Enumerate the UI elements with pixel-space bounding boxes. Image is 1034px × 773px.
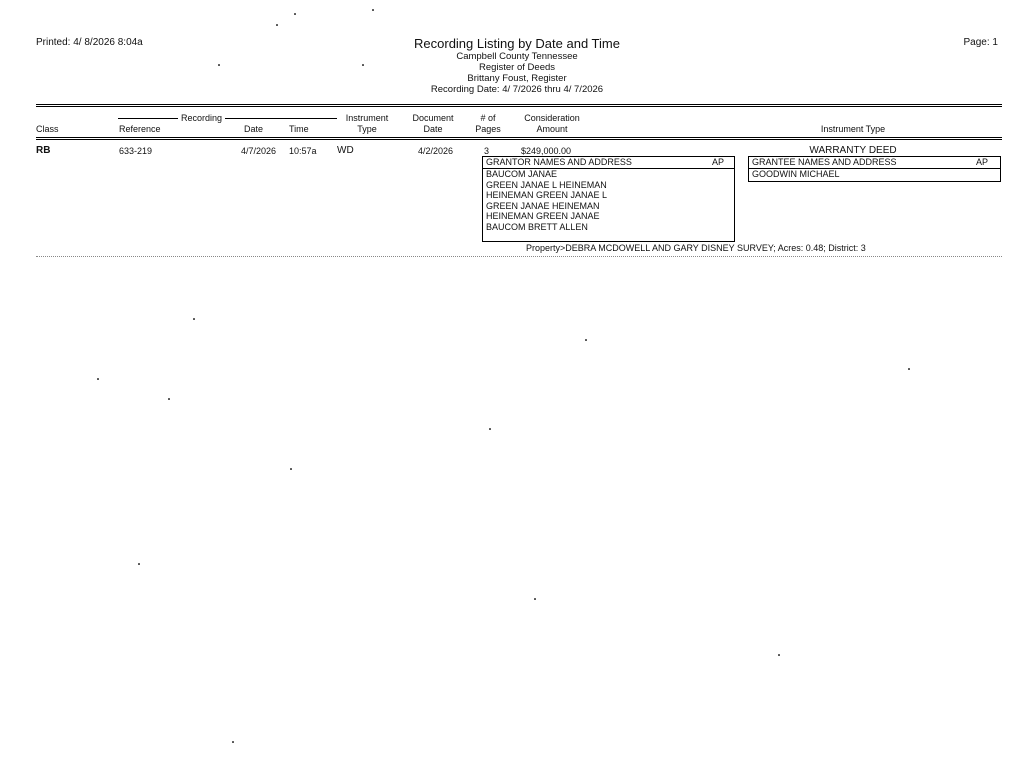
record-document-date: 4/2/2026 xyxy=(418,146,454,156)
county-name: Campbell County Tennessee xyxy=(456,51,578,62)
scan-speck xyxy=(534,598,536,600)
office-name: Register of Deeds xyxy=(478,62,556,73)
col-pages xyxy=(473,113,503,135)
grantee-ap-label: AP xyxy=(975,157,988,167)
scan-speck xyxy=(232,741,234,743)
col-consideration-line1: Consideration xyxy=(524,113,580,123)
col-instrument-type-full: Instrument Type xyxy=(820,124,886,134)
grantor-names xyxy=(486,169,607,233)
scan-speck xyxy=(218,64,220,66)
scan-speck xyxy=(489,428,491,430)
page-number: Page: 1 xyxy=(963,37,998,48)
record-date: 4/7/2026 xyxy=(241,146,277,156)
header-rule-top xyxy=(36,104,1002,105)
col-document-date-line2: Date xyxy=(423,124,443,134)
record-time: 10:57a xyxy=(289,146,317,156)
scan-speck xyxy=(290,468,292,470)
record-consideration: $249,000.00 xyxy=(521,146,572,156)
grantor-name: GREEN JANAE HEINEMAN xyxy=(486,200,600,211)
record-pages: 3 xyxy=(484,146,490,156)
col-document-date xyxy=(410,113,456,135)
scan-speck xyxy=(908,368,910,370)
col-class: Class xyxy=(36,124,59,134)
scan-speck xyxy=(276,24,278,26)
grantor-name: HEINEMAN GREEN JANAE L xyxy=(486,190,608,201)
scan-speck xyxy=(294,13,296,15)
col-instrument-type xyxy=(344,113,390,135)
report-header xyxy=(0,36,1034,95)
grantor-box xyxy=(482,156,735,242)
col-time: Time xyxy=(289,124,309,134)
grantee-box xyxy=(748,156,1001,182)
col-pages-line2: Pages xyxy=(475,124,501,134)
col-reference: Reference xyxy=(119,124,161,134)
grantor-name: HEINEMAN GREEN JANAE xyxy=(486,211,600,222)
scan-speck xyxy=(168,398,170,400)
grantee-header-label: GRANTEE NAMES AND ADDRESS xyxy=(752,157,897,167)
record-instrument-type: WARRANTY DEED xyxy=(809,145,897,156)
scan-speck xyxy=(372,9,374,11)
col-pages-line1: # of xyxy=(480,113,496,123)
col-document-date-line1: Document xyxy=(412,113,454,123)
grantor-ap-label: AP xyxy=(711,157,724,167)
scan-speck xyxy=(362,64,364,66)
grantor-name: BAUCOM JANAE xyxy=(486,169,558,179)
grantor-name: GREEN JANAE L HEINEMAN xyxy=(486,179,607,190)
grantor-box-header xyxy=(483,157,734,169)
register-name: Brittany Foust, Register xyxy=(467,73,567,84)
scan-speck xyxy=(585,339,587,341)
report-title: Recording Listing by Date and Time xyxy=(414,36,620,51)
record-class: RB xyxy=(36,145,51,156)
record-instrument-code: WD xyxy=(337,145,354,156)
grantor-name: BAUCOM BRETT ALLEN xyxy=(486,221,588,232)
header-rule-top-2 xyxy=(36,106,1002,107)
scan-speck xyxy=(778,654,780,656)
scan-speck xyxy=(193,318,195,320)
recording-group-label: Recording xyxy=(181,113,223,123)
header-rule-bottom-2 xyxy=(36,139,1002,140)
col-consideration xyxy=(512,113,592,135)
col-instrument-type-line2: Type xyxy=(357,124,377,134)
col-consideration-line2: Amount xyxy=(536,124,568,134)
grantee-box-header xyxy=(749,157,1000,169)
grantee-name: GOODWIN MICHAEL xyxy=(752,169,840,179)
scan-speck xyxy=(97,378,99,380)
record-reference: 633-219 xyxy=(119,146,153,156)
grantee-names xyxy=(752,169,840,180)
grantor-header-label: GRANTOR NAMES AND ADDRESS xyxy=(486,157,632,167)
recording-group-header xyxy=(118,113,326,124)
col-date: Date xyxy=(244,124,264,134)
row-separator xyxy=(36,256,1002,257)
scan-speck xyxy=(138,563,140,565)
printed-timestamp: Printed: 4/ 8/2026 8:04a xyxy=(36,37,143,48)
property-description: Property>DEBRA MCDOWELL AND GARY DISNEY SURVEY; Acres: 0.48; District: 3 xyxy=(526,243,866,253)
recording-date-range: Recording Date: 4/ 7/2026 thru 4/ 7/2026 xyxy=(430,84,604,95)
col-instrument-type-line1: Instrument xyxy=(345,113,389,123)
header-rule-bottom xyxy=(36,137,1002,138)
